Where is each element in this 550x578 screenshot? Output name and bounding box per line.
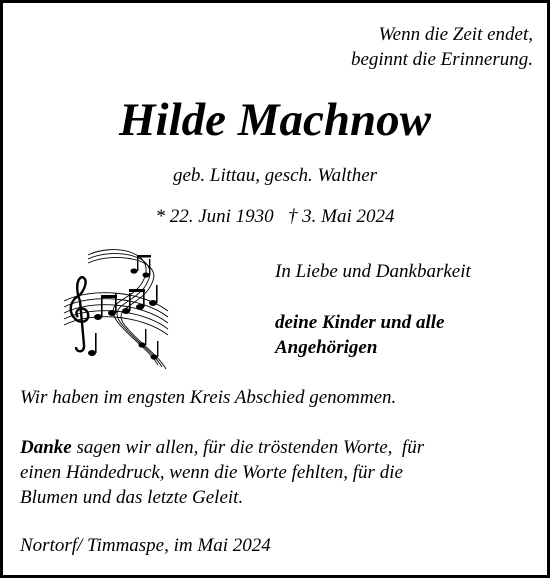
thanks-paragraph xyxy=(20,435,424,510)
mourners-line-1: deine Kinder und alle xyxy=(275,312,445,333)
maiden-name: geb. Littau, gesch. Walther xyxy=(172,165,378,186)
quote-line-2: beginnt die Erinnerung. xyxy=(350,49,533,70)
mourners-names xyxy=(275,310,444,360)
thanks-line-1 xyxy=(20,435,424,460)
mourners-line-2: Angehörigen xyxy=(275,337,378,358)
mourners-intro: In Liebe und Dankbarkeit xyxy=(275,261,471,282)
place-date: Nortorf/ Timmaspe, im Mai 2024 xyxy=(20,535,271,556)
memorial-quote xyxy=(351,22,533,72)
thanks-word: Danke xyxy=(20,437,72,458)
farewell-text: Wir haben im engsten Kreis Abschied genommen. xyxy=(20,387,397,408)
thanks-line-3: Blumen und das letzte Geleit. xyxy=(20,487,244,508)
quote-line-1: Wenn die Zeit endet, xyxy=(378,24,533,45)
thanks-line-2: einen Händedruck, wenn die Worte fehlten, für die xyxy=(20,462,403,483)
music-notes-icon xyxy=(58,241,178,371)
thanks-line-1-rest: sagen wir allen, für die tröstenden Worte, für xyxy=(71,437,425,458)
life-dates: * 22. Juni 1930 † 3. Mai 2024 xyxy=(155,206,395,227)
deceased-name: Hilde Machnow xyxy=(118,94,432,146)
